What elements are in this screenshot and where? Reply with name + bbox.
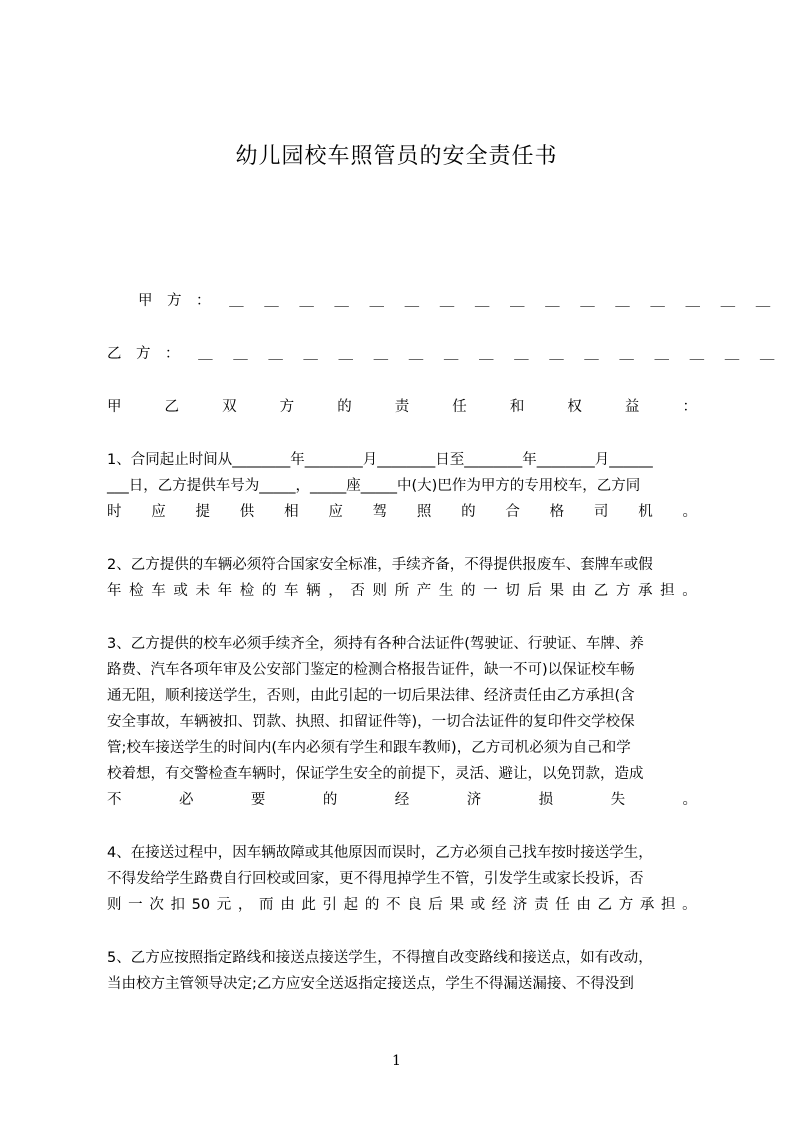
clause-3-line-5: 管;校车接送学生的时间内(车内必须有学生和跟车教师)，乙方司机必须为自己和学 [107,740,631,756]
text-fragment: 良 [407,897,422,913]
text-fragment: 供 [239,504,255,520]
text-fragment: 产 [416,583,432,599]
clause-1-line-3 [107,499,697,525]
text-fragment: 由 [571,583,587,599]
text-fragment: 否 [350,583,365,599]
text-fragment: 必 [178,792,194,808]
text-fragment: 50 [191,897,211,913]
text-fragment: 经 [394,792,410,808]
text-fragment: 司 [593,504,609,520]
clause-5-line-1: 5、乙方应按照指定路线和接送点接送学生，不得擅自改变路线和接送点，如有改动， [107,950,653,966]
text-fragment: 承 [639,897,655,913]
text-fragment: 济 [512,897,528,913]
text-fragment: 未 [195,583,210,599]
text-fragment: 或 [173,583,188,599]
text-fragment: 一 [483,583,498,599]
text-fragment: 承 [638,583,653,599]
rights-heading-char: 方 [279,399,295,415]
clause-3-line-7 [107,787,697,813]
clause-3-line-3: 通无阻，顺利接送学生，否则，由此引起的一切后果法律、经济责任由乙方承担(含 [107,688,635,704]
text-fragment: 合 [505,504,520,520]
party-b-label: 乙 方 ： [107,346,180,362]
text-fragment: 经 [491,897,507,913]
text-fragment: 果 [549,583,564,599]
text-fragment: 乙 [597,897,613,913]
rights-heading-char: 权 [567,399,582,415]
clause-3-line-2: 路费、汽车各项年审及公安部门鉴定的检测合格报告证件，缺一不可)以保证校车畅 [107,662,635,678]
clause-2-line-1: 2、乙方提供的车辆必须符合国家安全标准，手续齐备，不得提供报废车、套牌车或假 [107,557,653,573]
text-fragment: 生 [438,583,454,599]
text-fragment: 。 [682,504,697,520]
text-fragment: 由 [280,897,295,913]
text-fragment: 所 [394,583,410,599]
text-fragment: 乙 [593,583,609,599]
rights-heading-char: 双 [222,399,237,415]
text-fragment: 济 [466,792,482,808]
clause-4-line-2: 不得发给学生路费自行回校或回家，更不得甩掉学生不管，引发学生或家长投诉，否 [107,871,644,887]
text-fragment: 的 [461,583,476,599]
text-fragment: 。 [682,792,697,808]
text-fragment: 引 [322,897,338,913]
text-fragment: 损 [538,792,554,808]
text-fragment: 车 [151,583,166,599]
rights-heading-char: 甲 [107,399,122,415]
rights-heading-char: 和 [509,399,525,415]
text-fragment: 切 [505,583,520,599]
text-fragment: 不 [107,792,122,808]
text-fragment: 。 [682,583,697,599]
clause-3-line-4: 安全事故，车辆被扣、罚款、执照、扣留证件等)，一切合法证件的复印件交学校保 [107,714,635,730]
party-a-line [107,288,779,314]
text-fragment: 时 [107,504,122,520]
text-fragment: 相 [284,504,299,520]
text-fragment: 则 [107,897,122,913]
text-fragment: 后 [527,583,542,599]
rights-heading [107,394,697,420]
clause-3-line-6: 校着想，有交警检查车辆时，保证学生安全的前提下，灵活、避让，以免罚款，造成 [107,766,644,782]
text-fragment: 的 [261,583,277,599]
text-fragment: ， [328,583,343,599]
text-fragment: 的 [364,897,380,913]
rights-heading-char: 责 [394,399,410,415]
clause-1-line-2: ___日，乙方提供车号为_____，_____座_____中(大)巴作为甲方的专用校车，乙方同 [107,478,641,494]
party-b-line [107,341,783,367]
text-fragment: 而 [259,897,274,913]
document-title: 幼儿园校车照管员的安全责任书 [235,144,558,169]
text-fragment: 机 [638,504,653,520]
text-fragment: 担 [660,583,675,599]
clause-4-line-1: 4、在接送过程中，因车辆故障或其他原因而误时，乙方必须自己找车按时接送学生， [107,845,653,861]
text-fragment: 年 [217,583,233,599]
clause-1-line-1: 1、合同起止时间从________年________月________日至________年________月______ [107,452,653,468]
text-fragment: 车 [284,583,299,599]
text-fragment: 方 [615,583,631,599]
text-fragment: 照 [416,504,432,520]
text-fragment: 应 [328,504,343,520]
party-a-label: 甲 方 ： [138,293,211,309]
rights-heading-char: 益 [624,399,640,415]
text-fragment: 方 [618,897,634,913]
text-fragment: 提 [195,504,211,520]
text-fragment: ， [237,897,253,913]
text-fragment: 失 [610,792,626,808]
text-fragment: 要 [250,792,266,808]
text-fragment: 。 [682,897,697,913]
text-fragment: 格 [549,504,565,520]
text-fragment: 应 [151,504,166,520]
text-fragment: 扣 [170,897,185,913]
clause-2-line-2 [107,578,697,604]
text-fragment: 元 [216,897,232,913]
text-fragment: 或 [470,897,486,913]
text-fragment: 的 [322,792,338,808]
party-b-blank: ＿ ＿ ＿ ＿ ＿ ＿ ＿ ＿ ＿ ＿ ＿ ＿ ＿ ＿ ＿ ＿ ＿ [198,346,783,362]
rights-heading-char: 乙 [164,399,180,415]
text-fragment: 一 [128,897,143,913]
rights-heading-char: ： [682,399,697,415]
text-fragment: 由 [576,897,591,913]
text-fragment: 责 [534,897,549,913]
page-number: 1 [392,1053,401,1069]
text-fragment: 果 [449,897,464,913]
clause-4-line-3 [107,892,697,918]
text-fragment: 的 [461,504,476,520]
text-fragment: 担 [661,897,676,913]
text-fragment: 次 [149,897,164,913]
rights-heading-char: 的 [337,399,352,415]
rights-heading-char: 任 [452,399,467,415]
text-fragment: 驾 [372,504,388,520]
text-fragment: 辆 [306,583,321,599]
text-fragment: 后 [428,897,443,913]
text-fragment: 此 [301,897,316,913]
clause-5-line-2: 当由校方主管领导决定;乙方应安全送返指定接送点，学生不得漏送漏接、不得没到 [107,976,634,992]
text-fragment: 任 [555,897,570,913]
text-fragment: 则 [372,583,387,599]
text-fragment: 起 [343,897,359,913]
text-fragment: 年 [107,583,122,599]
clause-3-line-1: 3、乙方提供的校车必须手续齐全，须持有各种合法证件(驾驶证、行驶证、车牌、养 [107,636,644,652]
text-fragment: 检 [129,583,144,599]
document-body [107,288,783,997]
party-a-blank: ＿ ＿ ＿ ＿ ＿ ＿ ＿ ＿ ＿ ＿ ＿ ＿ ＿ ＿ ＿ ＿ [229,293,779,309]
text-fragment: 检 [239,583,255,599]
text-fragment: 不 [385,897,401,913]
